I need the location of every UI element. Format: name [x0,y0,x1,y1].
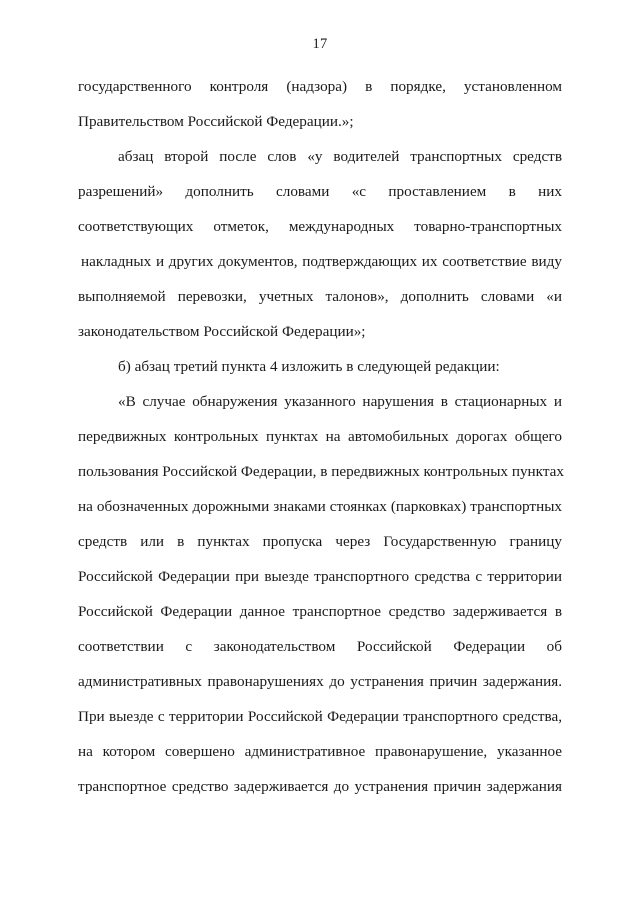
text-line: Российской Федерации при выезде транспортного средства с территории [78,568,562,585]
text-line: транспортное средство задерживается до устранения причин задержания [78,778,562,795]
text-line: передвижных контрольных пунктах на автомобильных дорогах общего [78,428,562,445]
text-line: законодательством Российской Федерации»; [78,323,366,340]
text-line: соответствующих отметок, международных товарно-транспортных [78,218,562,235]
text-line: пользования Российской Федерации, в передвижных контрольных пунктах [78,463,565,480]
page-number: 17 [312,36,328,52]
text-line: При выезде с территории Российской Федерации транспортного средства, [78,708,562,725]
text-line: б) абзац третий пункта 4 изложить в следующей редакции: [118,358,500,375]
text-line: на котором совершено административное правонарушение, указанное [78,743,562,760]
text-line: на обозначенных дорожными знаками стоянках (парковках) транспортных [78,498,562,515]
text-line: накладных и других документов, подтверждающих их соответствие виду [81,253,562,270]
text-line: государственного контроля (надзора) в порядке, установленном [78,78,562,95]
text-line: соответствии с законодательством Российской Федерации об [78,638,562,655]
text-line: средств или в пунктах пропуска через Государственную границу [78,533,562,550]
text-line: абзац второй после слов «у водителей транспортных средств [118,148,562,165]
text-line: Правительством Российской Федерации.»; [78,113,354,130]
text-line: разрешений» дополнить словами «с проставлением в них [78,183,562,200]
text-line: выполняемой перевозки, учетных талонов», дополнить словами «и [78,288,562,305]
text-line: Российской Федерации данное транспортное средство задерживается в [78,603,562,620]
text-line: административных правонарушениях до устранения причин задержания. [78,673,562,690]
text-line: «В случае обнаружения указанного нарушения в стационарных и [118,393,562,410]
